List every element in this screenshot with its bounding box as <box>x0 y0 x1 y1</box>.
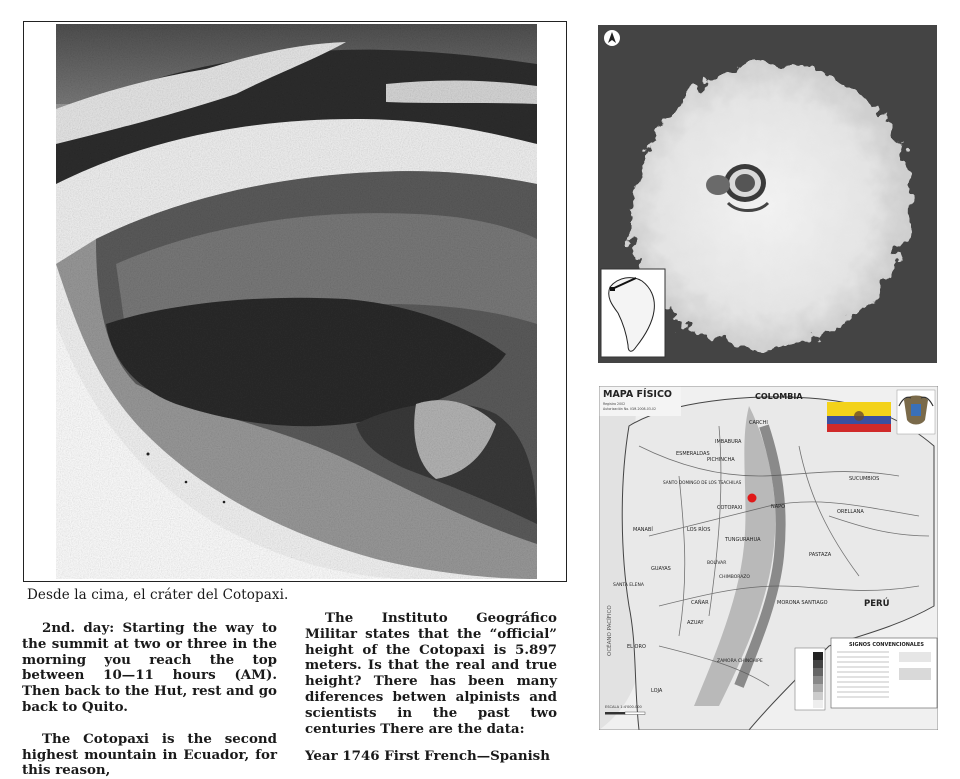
svg-text:Registro 2002: Registro 2002 <box>603 402 626 406</box>
ecuador-physical-map <box>599 386 938 730</box>
svg-text:Autorización No. IGM-2008-03-0: Autorización No. IGM-2008-03-02 <box>603 407 656 411</box>
article-column-left <box>22 621 277 779</box>
map-legend <box>831 638 937 708</box>
label-cotopaxi: COTOPAXI <box>717 505 743 511</box>
paragraph-second-day: 2nd. day: Starting the way to the summit at two or three in the morning you reach the top between 10—11 hours (AM). Then back to the Hut, rest and go back to Quito. <box>22 620 277 715</box>
photo-caption: Desde la cima, el cráter del Cotopaxi. <box>27 587 289 603</box>
label-santo-domingo: SANTO DOMINGO DE LOS TSACHILAS <box>663 480 742 485</box>
legend-title: SIGNOS CONVENCIONALES <box>849 642 924 648</box>
paragraph-official-height: The Instituto Geográfico Militar states that the “official” height of the Cotopaxi is 5.897 meters. Is that the real and true height? There has been many diferences betwen alpinists and scientists in the past two centuries There are the data: <box>305 610 557 737</box>
label-azuay: AZUAY <box>687 620 704 626</box>
label-chimborazo: CHIMBORAZO <box>719 575 750 580</box>
label-sucumbios: SUCUMBIOS <box>849 476 880 482</box>
label-manabi: MANABÍ <box>633 527 653 533</box>
map-title: MAPA FÍSICO <box>603 389 673 400</box>
label-guayas: GUAYAS <box>651 566 671 572</box>
coat-of-arms-icon <box>897 390 935 434</box>
label-pichincha: PICHINCHA <box>707 457 735 463</box>
cotopaxi-marker-icon <box>748 494 757 503</box>
inset-south-america-map <box>601 269 665 357</box>
label-zamora-chinchipe: ZAMORA CHINCHIPE <box>717 659 763 664</box>
label-ocean: OCÉANO PACÍFICO <box>607 605 613 656</box>
label-bolivar: BOLÍVAR <box>707 561 727 566</box>
cotopaxi-crater-photo <box>56 24 537 579</box>
label-imbabura: IMBABURA <box>715 439 742 445</box>
label-pastaza: PASTAZA <box>809 552 832 558</box>
label-colombia: COLOMBIA <box>755 392 803 401</box>
elevation-scale <box>795 648 825 710</box>
satellite-image <box>598 25 937 363</box>
label-morona-santiago: MORONA SANTIAGO <box>777 600 828 606</box>
label-loja: LOJA <box>651 688 663 694</box>
article-column-right <box>305 611 557 765</box>
paragraph-second-highest: The Cotopaxi is the second highest mountain in Ecuador, for this reason, <box>22 730 277 779</box>
north-arrow-icon <box>604 30 620 46</box>
label-orellana: ORELLANA <box>837 509 864 515</box>
label-peru: PERÚ <box>864 599 890 609</box>
ecuador-flag <box>827 402 891 432</box>
label-canar: CAÑAR <box>691 600 709 606</box>
label-los-rios: LOS RÍOS <box>687 527 711 533</box>
label-napo: NAPO <box>771 504 786 510</box>
label-santa-elena: SANTA ELENA <box>613 583 644 588</box>
label-esmeraldas: ESMERALDAS <box>676 451 710 457</box>
paragraph-year-1746: Year 1746 First French—Spanish <box>305 748 550 765</box>
label-tungurahua: TUNGURAHUA <box>725 537 761 543</box>
label-el-oro: EL ORO <box>627 644 646 650</box>
label-carchi: CARCHI <box>749 420 768 426</box>
map-scale: ESCALA 1:4'000.000 <box>605 705 642 709</box>
